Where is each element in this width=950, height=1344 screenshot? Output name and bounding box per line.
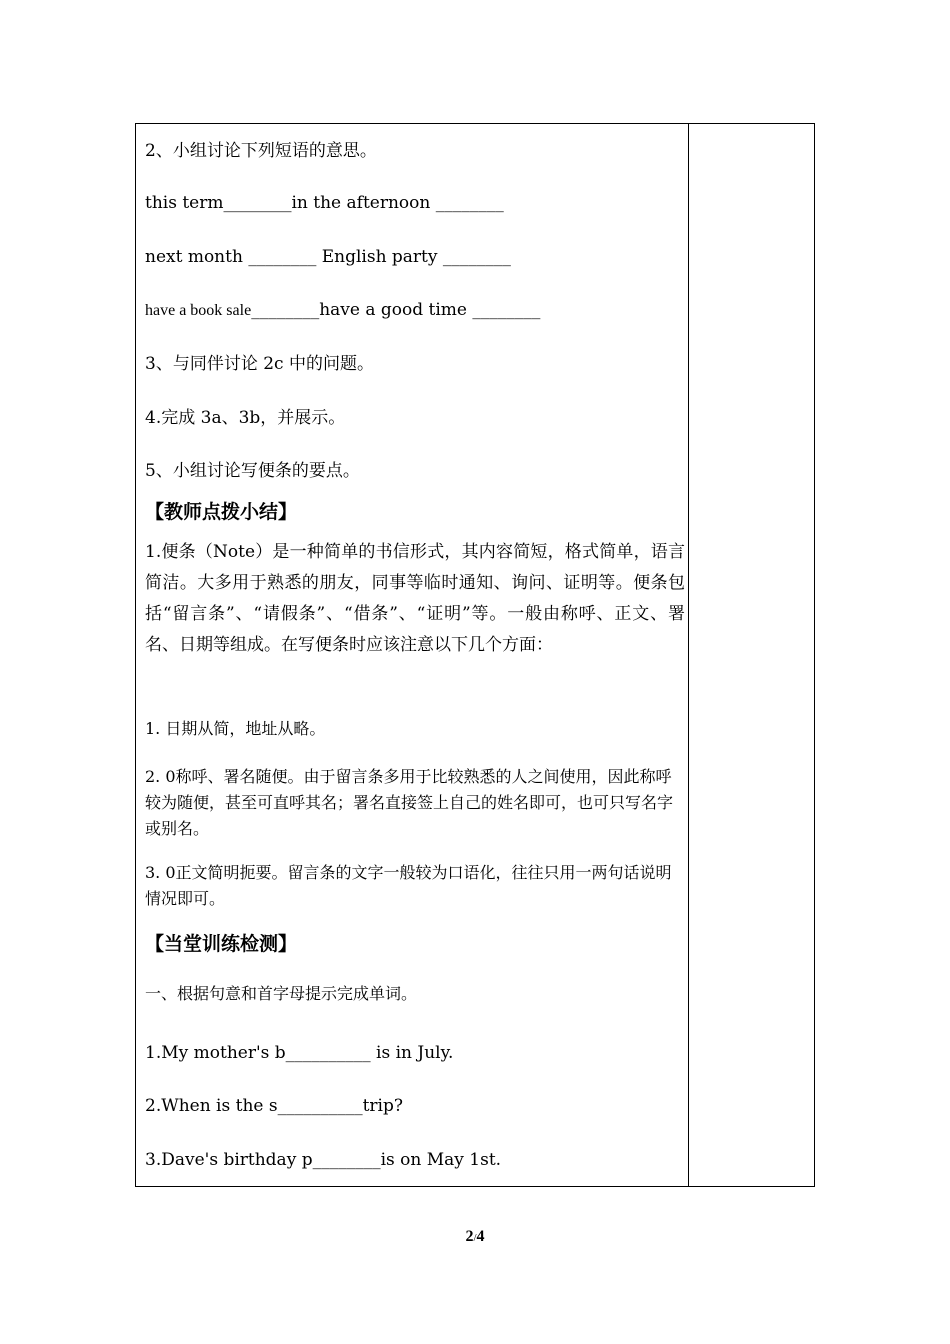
test-section-1: 一、根据句意和首字母提示完成单词。 — [145, 984, 418, 1003]
exercise-1: 1.My mother's b__________ is in July. — [145, 1043, 454, 1063]
current-page: 2 — [465, 1228, 474, 1245]
test-heading: 【当堂训练检测】 — [145, 933, 298, 955]
page-separator: / — [473, 1232, 477, 1244]
page-number — [0, 1228, 950, 1246]
item-3: 3、与同伴讨论 2c 中的问题。 — [145, 354, 374, 374]
item-2-title: 2、小组讨论下列短语的意思。 — [145, 141, 377, 161]
phrase-line-2: next month ________ English party ________ — [145, 247, 511, 267]
column-divider — [688, 123, 689, 1187]
total-pages: 4 — [476, 1228, 485, 1245]
item-5: 5、小组讨论写便条的要点。 — [145, 461, 360, 481]
summary-intro: 1.便条（Note）是一种简单的书信形式，其内容简短，格式简单，语言简洁。大多用于熟悉的朋友，同事等临时通知、询问、证明等。便条包括“留言条”、“请假条”、“借条”、“证明”等。一般由称呼、正文、署名、日期等组成。在写便条时应该注意以下几个方面： — [145, 542, 685, 655]
summary-point-1: 1. 日期从简，地址从略。 — [145, 719, 326, 738]
phrase-line-3 — [145, 299, 540, 322]
phrase-line-1: this term________in the afternoon ________ — [145, 193, 504, 213]
exercise-3: 3.Dave's birthday p________is on May 1st. — [145, 1150, 502, 1170]
phrase-book-sale: have a book sale — [145, 302, 252, 319]
exercise-2: 2.When is the s__________trip? — [145, 1096, 403, 1116]
item-4: 4.完成 3a、3b，并展示。 — [145, 408, 346, 428]
summary-heading: 【教师点拨小结】 — [145, 501, 298, 523]
summary-point-3: 3. 0正文简明扼要。留言条的文字一般较为口语化，往往只用一两句话说明情况即可。 — [145, 863, 672, 908]
summary-point-2: 2. 0称呼、署名随便。由于留言条多用于比较熟悉的人之间使用，因此称呼较为随便，甚至可直呼其名；署名直接签上自己的姓名即可，也可只写名字或别名。 — [145, 767, 674, 838]
phrase-good-time: ________have a good time ________ — [251, 300, 541, 320]
